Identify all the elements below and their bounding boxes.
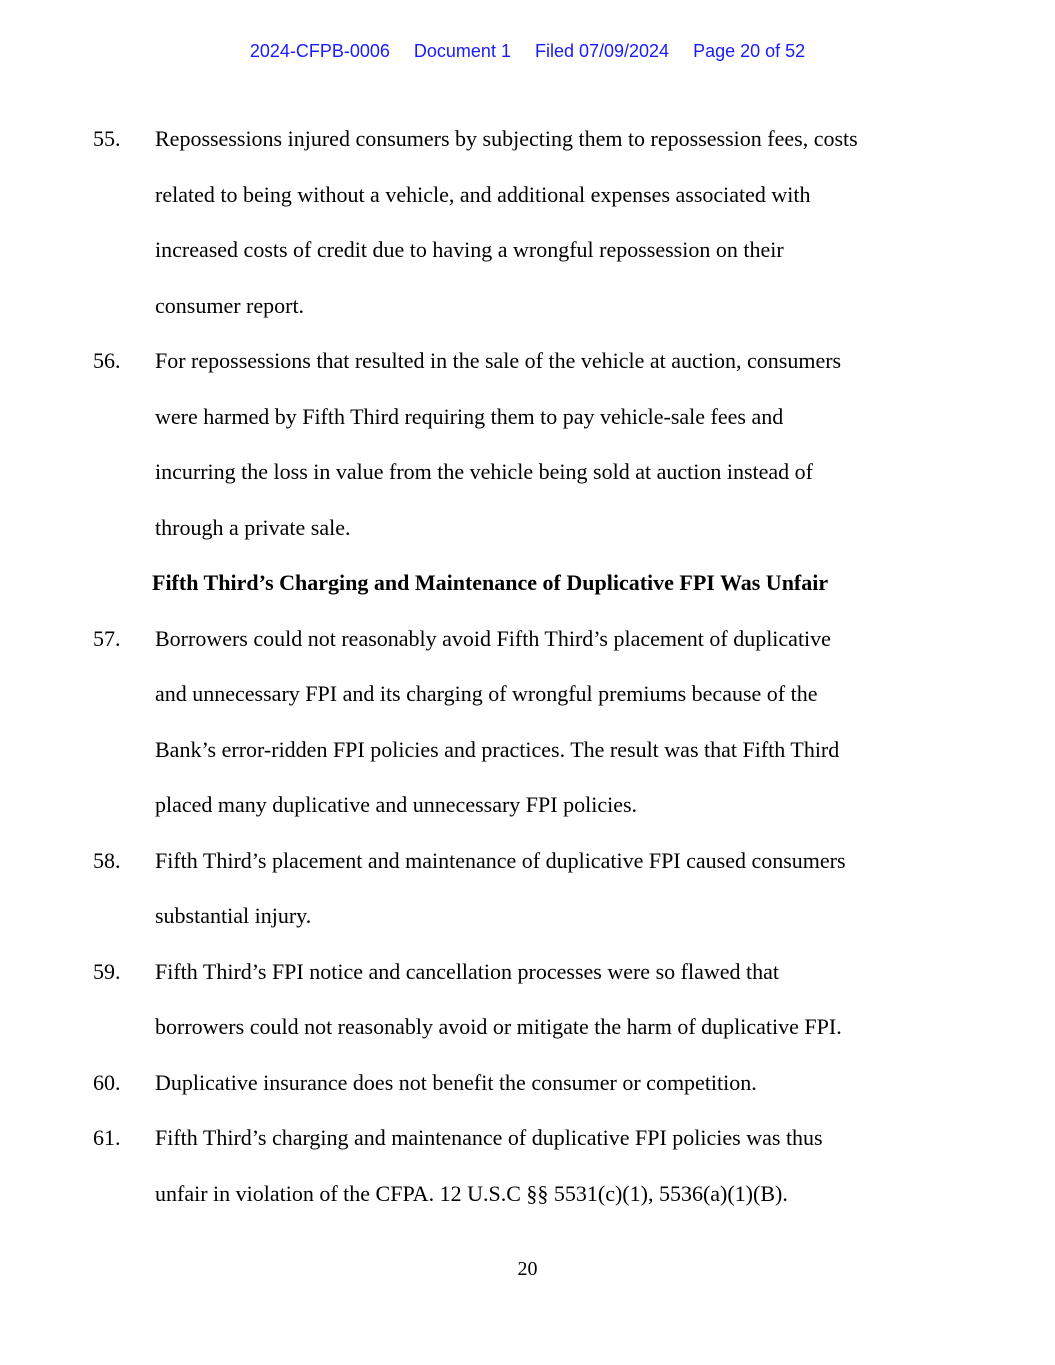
filing-header [0, 40, 1055, 62]
paragraph-number: 56. [93, 348, 121, 373]
paragraph-line: Fifth Third’s FPI notice and cancellation processes were so flawed that [155, 959, 779, 984]
page-number: 20 [517, 1258, 538, 1280]
paragraph-line: consumer report. [155, 293, 305, 318]
paragraph-line: Borrowers could not reasonably avoid Fifth Third’s placement of duplicative [155, 626, 831, 651]
paragraph-line: substantial injury. [155, 903, 312, 928]
paragraph-number: 59. [93, 959, 121, 984]
paragraph-number: 60. [93, 1070, 121, 1095]
paragraph-line: Duplicative insurance does not benefit the consumer or competition. [155, 1070, 757, 1095]
paragraph-line: and unnecessary FPI and its charging of wrongful premiums because of the [155, 681, 818, 706]
paragraph-line: increased costs of credit due to having a wrongful repossession on their [155, 237, 784, 262]
paragraph-line: Fifth Third’s charging and maintenance of duplicative FPI policies was thus [155, 1125, 823, 1150]
paragraph-line: Repossessions injured consumers by subjecting them to repossession fees, costs [155, 126, 858, 151]
paragraph-number: 61. [93, 1125, 121, 1150]
paragraph-number: 58. [93, 848, 121, 873]
paragraph-line: related to being without a vehicle, and additional expenses associated with [155, 182, 811, 207]
paragraph-line: For repossessions that resulted in the sale of the vehicle at auction, consumers [155, 348, 842, 373]
paragraph-line: borrowers could not reasonably avoid or mitigate the harm of duplicative FPI. [155, 1014, 842, 1039]
paragraph-line: Bank’s error-ridden FPI policies and practices. The result was that Fifth Third [155, 737, 840, 762]
paragraph-number: 55. [93, 126, 121, 151]
paragraph-line: were harmed by Fifth Third requiring them to pay vehicle-sale fees and [155, 404, 784, 429]
page-indicator: Page 20 of 52 [693, 41, 806, 61]
paragraph-line: Fifth Third’s placement and maintenance of duplicative FPI caused consumers [155, 848, 846, 873]
paragraph-number: 57. [93, 626, 121, 651]
paragraph-line: placed many duplicative and unnecessary FPI policies. [155, 792, 638, 817]
filed-date: Filed 07/09/2024 [534, 41, 670, 61]
case-number: 2024-CFPB-0006 [249, 41, 390, 61]
paragraph-line: unfair in violation of the CFPA. 12 U.S.C §§ 5531(c)(1), 5536(a)(1)(B). [155, 1181, 788, 1206]
document-label: Document 1 [413, 41, 511, 61]
section-heading: Fifth Third’s Charging and Maintenance of Duplicative FPI Was Unfair [152, 570, 829, 595]
paragraph-line: through a private sale. [155, 515, 351, 540]
paragraph-line: incurring the loss in value from the vehicle being sold at auction instead of [155, 459, 813, 484]
